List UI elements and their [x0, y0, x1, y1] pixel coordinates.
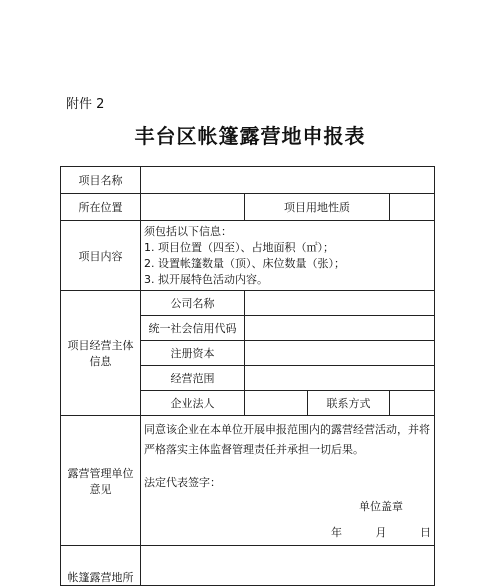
content-note-3: 3. 拟开展特色活动内容。: [144, 272, 268, 286]
contact-label: 联系方式: [308, 391, 390, 416]
dept-opinion-label: 露营管理单位意见: [61, 416, 141, 546]
land-nature-label: 项目用地性质: [245, 194, 390, 221]
location-field[interactable]: [141, 194, 245, 221]
land-nature-field[interactable]: [390, 194, 435, 221]
project-name-label: 项目名称: [61, 167, 141, 194]
content-note-2: 2. 设置帐篷数量（顶）、床位数量（张）；: [144, 256, 345, 270]
content-note-0: 须包括以下信息：: [144, 224, 232, 238]
business-scope-field[interactable]: [245, 366, 435, 391]
company-name-label: 公司名称: [141, 291, 245, 316]
project-content-label: 项目内容: [61, 221, 141, 291]
company-name-field[interactable]: [245, 291, 435, 316]
project-content-field[interactable]: [141, 221, 435, 291]
legal-rep-sign: 法定代表签字：: [144, 476, 221, 489]
location-label: 所在位置: [61, 194, 141, 221]
attachment-label: 附件 2: [66, 97, 105, 112]
registered-capital-field[interactable]: [245, 341, 435, 366]
legal-person-field[interactable]: [245, 391, 308, 416]
dept-opinion-text: 同意该企业在本单位开展申报范围内的露营经营活动，并将严格落实主体监督管理责任并承担一切后果。: [144, 423, 430, 456]
campsite-field[interactable]: [141, 546, 435, 586]
date-month: 月: [375, 526, 387, 539]
business-scope-label: 经营范围: [141, 366, 245, 391]
content-note-1: 1. 项目位置（四至）、占地面积（㎡）；: [144, 240, 334, 254]
date-year: 年: [331, 526, 342, 539]
form-title: 丰台区帐篷露营地申报表: [134, 124, 366, 148]
unit-stamp: 单位盖章: [359, 500, 403, 513]
credit-code-label: 统一社会信用代码: [141, 316, 245, 341]
registered-capital-label: 注册资本: [141, 341, 245, 366]
operator-info-label: 项目经营主体信息: [61, 291, 141, 416]
dept-opinion-field[interactable]: [141, 416, 435, 546]
date-day: 日: [420, 526, 431, 539]
date-line: [144, 524, 431, 540]
credit-code-field[interactable]: [245, 316, 435, 341]
legal-person-label: 企业法人: [141, 391, 245, 416]
campsite-label: 帐篷露营地所: [61, 546, 141, 586]
project-name-field[interactable]: [141, 167, 435, 194]
application-form-table: [60, 166, 435, 586]
contact-field[interactable]: [390, 391, 435, 416]
